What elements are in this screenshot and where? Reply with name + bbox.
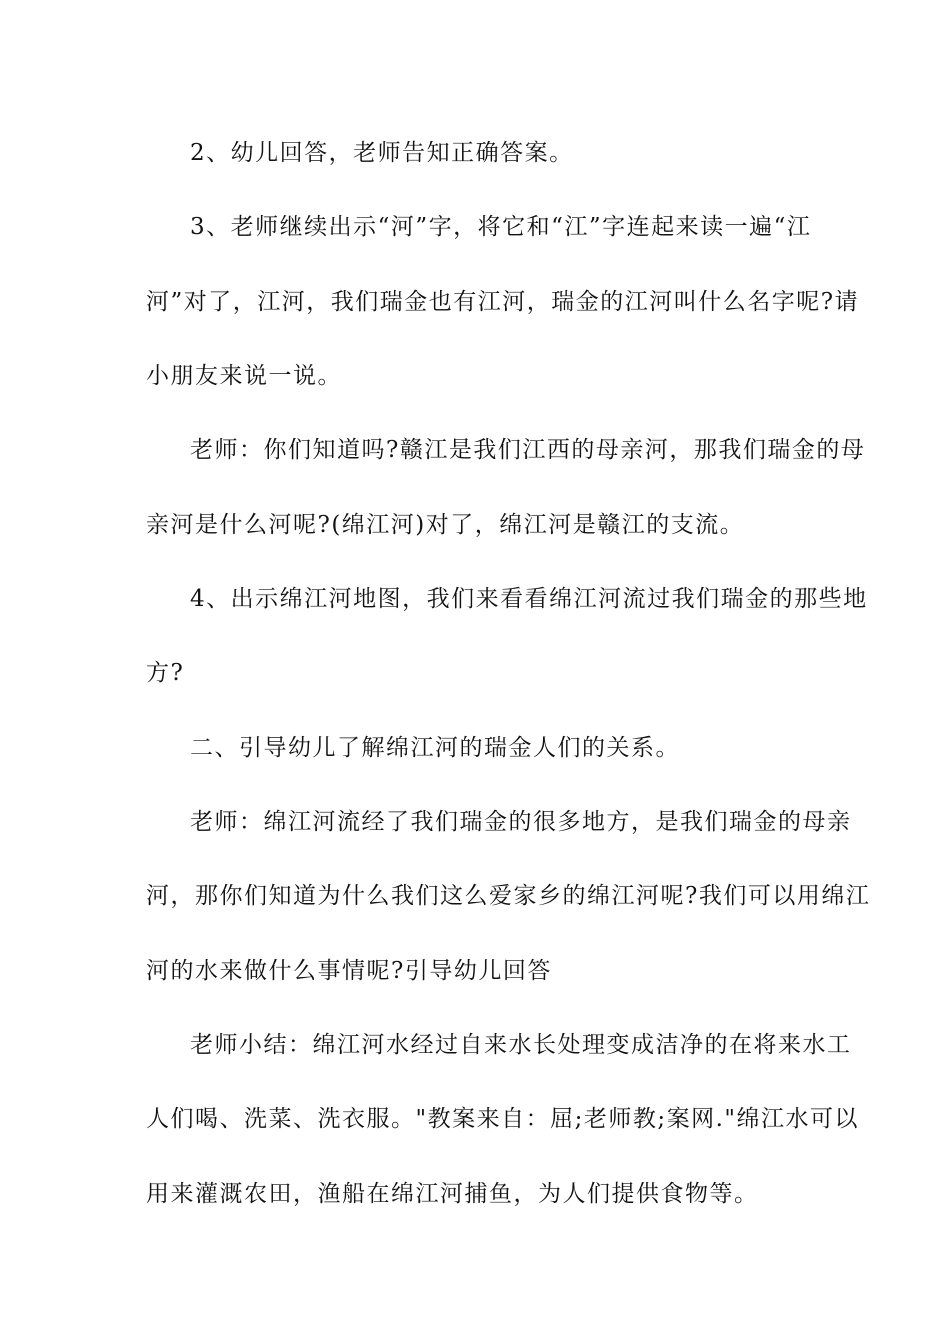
paragraph-line: 方? [146, 660, 185, 686]
paragraph-line: 人们喝、洗菜、洗衣服。"教案来自：屈;老师教;案网."绵江水可以 [146, 1106, 859, 1132]
section-heading: 二、引导幼儿了解绵江河的瑞金人们的关系。 [190, 735, 680, 761]
paragraph-line: 老师：绵江河流经了我们瑞金的很多地方，是我们瑞金的母亲 [190, 809, 852, 835]
paragraph-line: 3、老师继续出示“河”字，将它和“江”字连起来读一遍“江 [190, 214, 812, 240]
paragraph-line: 亲河是什么河呢?(绵江河)对了，绵江河是赣江的支流。 [146, 512, 745, 538]
paragraph-line: 用来灌溉农田，渔船在绵江河捕鱼，为人们提供食物等。 [146, 1181, 759, 1207]
paragraph-line: 4、出示绵江河地图，我们来看看绵江河流过我们瑞金的那些地 [190, 586, 868, 612]
paragraph-line: 小朋友来说一说。 [146, 363, 342, 389]
paragraph-line: 河，那你们知道为什么我们这么爱家乡的绵江河呢?我们可以用绵江 [146, 883, 871, 909]
paragraph-line: 2、幼儿回答，老师告知正确答案。 [190, 140, 574, 166]
paragraph-line: 河”对了，江河，我们瑞金也有江河，瑞金的江河叫什么名字呢?请 [146, 289, 860, 315]
paragraph-line: 老师小结：绵江河水经过自来水长处理变成洁净的在将来水工 [190, 1032, 852, 1058]
paragraph-line: 老师：你们知道吗?赣江是我们江西的母亲河，那我们瑞金的母 [190, 437, 866, 463]
paragraph-line: 河的水来做什么事情呢?引导幼儿回答 [146, 958, 552, 984]
